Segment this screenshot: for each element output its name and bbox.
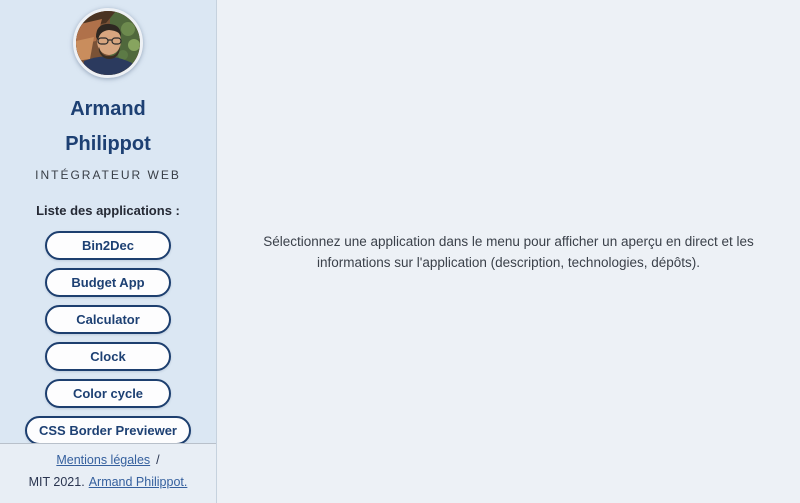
- app-button-budget-app[interactable]: Budget App: [45, 268, 171, 297]
- sidebar-footer: [0, 443, 216, 503]
- app-button-bin2dec[interactable]: Bin2Dec: [45, 231, 171, 260]
- license-text: MIT 2021.: [28, 475, 85, 489]
- app-button-calculator[interactable]: Calculator: [45, 305, 171, 334]
- app-button-color-cycle[interactable]: Color cycle: [45, 379, 171, 408]
- profile-block: [0, 0, 216, 182]
- profile-subtitle: INTÉGRATEUR WEB: [35, 168, 181, 182]
- profile-name: Armand Philippot: [65, 98, 151, 155]
- app-button-css-border-previewer[interactable]: CSS Border Previewer: [25, 416, 191, 443]
- app-button-clock[interactable]: Clock: [45, 342, 171, 371]
- sidebar: [0, 0, 217, 503]
- apps-list-heading: Liste des applications :: [36, 203, 180, 218]
- footer-separator: /: [156, 453, 160, 467]
- apps-section: [0, 182, 216, 443]
- footer-license-row: [0, 475, 216, 490]
- avatar: [73, 8, 143, 78]
- legal-notice-link[interactable]: Mentions légales: [56, 453, 151, 467]
- avatar-photo-placeholder: [76, 11, 140, 75]
- placeholder-message: Sélectionnez une application dans le menu pour afficher un aperçu en direct et les informations sur l'application (description, technologies, dépôts).: [263, 233, 754, 270]
- author-link[interactable]: Armand Philippot.: [88, 475, 188, 489]
- footer-legal-row: [0, 453, 216, 468]
- apps-nav: [0, 231, 216, 443]
- main-content: [217, 0, 800, 503]
